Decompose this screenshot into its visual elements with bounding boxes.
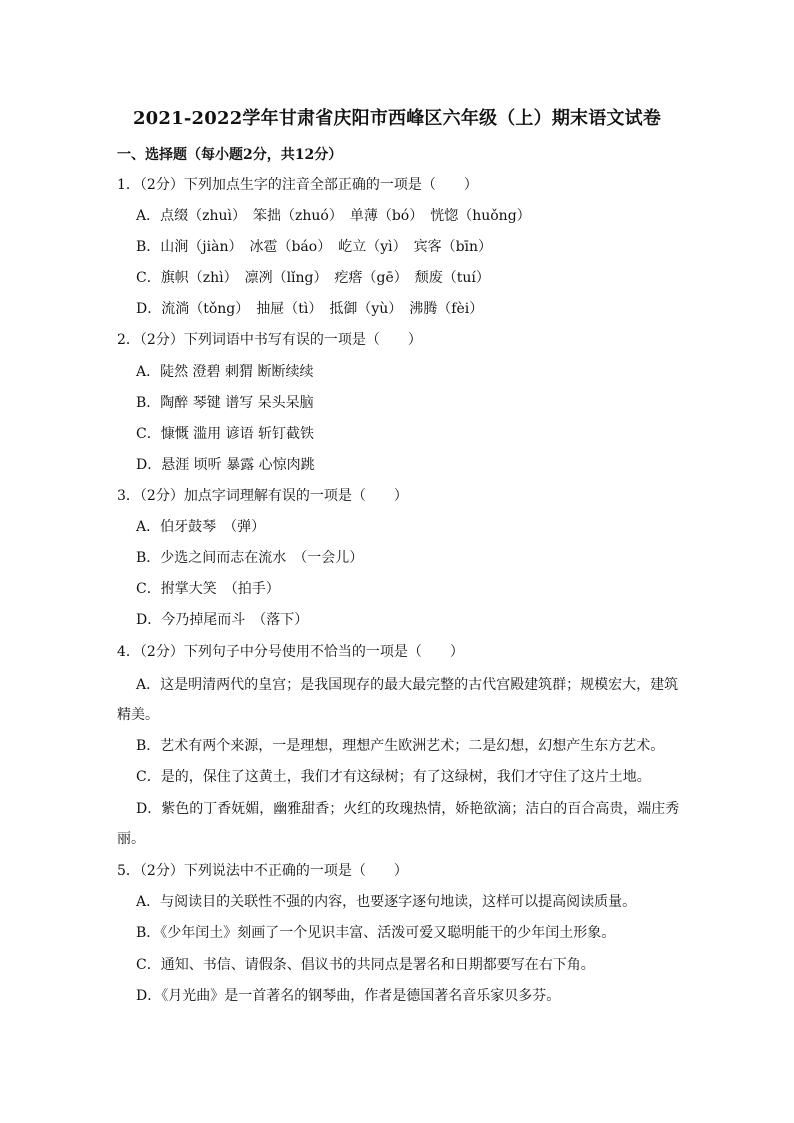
question-3-option-c: C．拊掌大笑 （拍手） — [136, 581, 280, 597]
question-5-stem: 5．（2分）下列说法中不正确的一项是（ ） — [117, 863, 408, 879]
question-5-option-c: C．通知、书信、请假条、倡议书的共同点是署名和日期都要写在右下角。 — [136, 957, 595, 973]
question-4-option-c: C．是的，保住了这黄土，我们才有这绿树；有了这绿树，我们才守住了这片土地。 — [136, 769, 651, 785]
question-4-option-a-continued: 精美。 — [117, 707, 159, 723]
exam-title: 2021-2022学年甘肃省庆阳市西峰区六年级（上）期末语文试卷 — [132, 108, 662, 129]
question-2-option-b: B．陶醉 琴键 谱写 呆头呆脑 — [136, 395, 314, 411]
question-3-option-b: B．少选之间而志在流水 （一会儿） — [136, 550, 364, 566]
question-2-option-d: D．悬涯 顷听 暴露 心惊肉跳 — [136, 457, 315, 473]
question-3-option-d: D．今乃掉尾而斗 （落下） — [136, 612, 309, 628]
section-heading: 一、选择题（每小题2分，共12分） — [117, 147, 343, 163]
question-3-stem: 3．（2分）加点字词理解有误的一项是（ ） — [117, 488, 408, 504]
question-4-option-d-continued: 丽。 — [117, 831, 145, 847]
question-1-option-d: D．流淌（tǒng） 抽屉（tì） 抵御（yù） 沸腾（fèi） — [136, 301, 484, 317]
question-1-stem: 1．（2分）下列加点生字的注音全部正确的一项是（ ） — [117, 177, 478, 193]
question-2-option-a: A．陡然 澄碧 刺猬 断断续续 — [136, 364, 314, 380]
question-5-option-b: B．《少年闰土》刻画了一个见识丰富、活泼可爱又聪明能干的少年闰土形象。 — [136, 925, 616, 941]
question-4-option-b: B．艺术有两个来源，一是理想，理想产生欧洲艺术；二是幻想，幻想产生东方艺术。 — [136, 738, 665, 754]
question-5-option-d: D．《月光曲》是一首著名的钢琴曲，作者是德国著名音乐家贝多芬。 — [136, 988, 561, 1004]
question-3-option-a: A．伯牙鼓琴 （弹） — [136, 519, 266, 535]
question-4-option-a: A．这是明清两代的皇宫；是我国现存的最大最完整的古代宫殿建筑群；规模宏大，建筑 — [136, 677, 679, 693]
question-5-option-a: A．与阅读目的关联性不强的内容，也要逐字逐句地读，这样可以提高阅读质量。 — [136, 894, 637, 910]
question-2-stem: 2．（2分）下列词语中书写有误的一项是（ ） — [117, 332, 422, 348]
question-4-option-d: D．紫色的丁香妩媚，幽雅甜香；火红的玫瑰热情，娇艳欲滴；洁白的百合高贵，端庄秀 — [136, 801, 680, 817]
question-1-option-a: A．点缀（zhuì） 笨拙（zhuó） 单薄（bó） 恍惚（huǒng） — [136, 208, 531, 224]
question-1-option-b: B．山涧（jiàn） 冰雹（báo） 屹立（yì） 宾客（bīn） — [136, 239, 493, 255]
question-2-option-c: C．慷慨 滥用 谚语 斩钉截铁 — [136, 426, 315, 442]
question-1-option-c: C．旗帜（zhì） 凛冽（lǐng） 疙瘩（gē） 颓废（tuí） — [136, 270, 490, 286]
question-4-stem: 4．（2分）下列句子中分号使用不恰当的一项是（ ） — [117, 644, 464, 660]
